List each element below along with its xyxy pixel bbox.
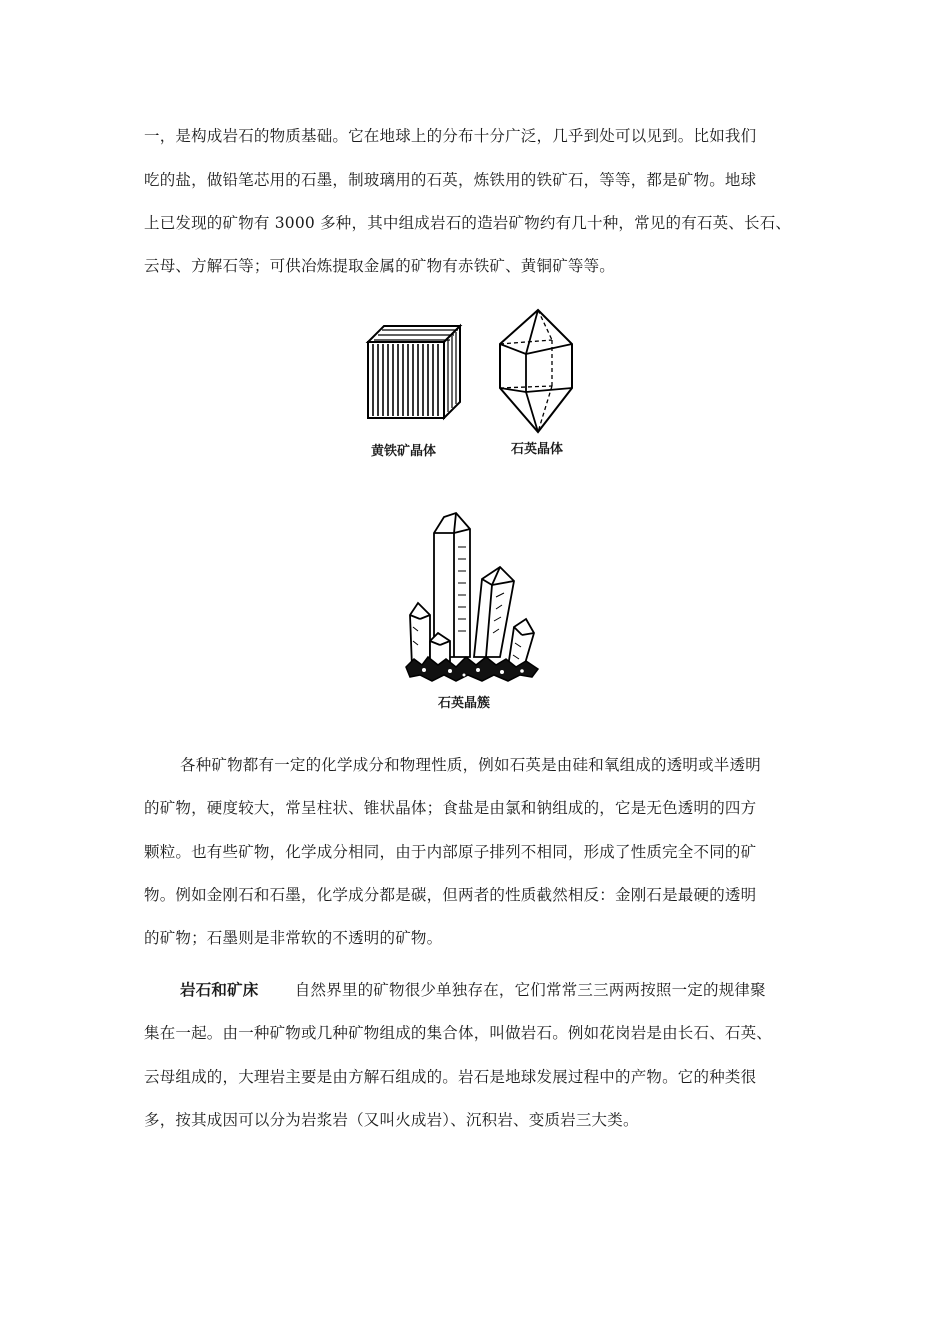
intro-line-4: 云母、方解石等；可供冶炼提取金属的矿物有赤铁矿、黄铜矿等等。 [144,257,616,275]
properties-line-3: 颗粒。也有些矿物，化学成分相同，由于内部原子排列不相同，形成了性质完全不同的矿 [144,843,757,861]
rocks-line-3: 云母组成的，大理岩主要是由方解石组成的。岩石是地球发展过程中的产物。它的种类很 [144,1068,757,1086]
section-heading: 岩石和矿床 [180,980,259,999]
quartz-crystal-caption: 石英晶体 [511,442,564,457]
pyrite-crystal-illustration [362,322,472,422]
rocks-line-2: 集在一起。由一种矿物或几种矿物组成的集合体，叫做岩石。例如花岗岩是由长石、石英、 [144,1024,773,1042]
intro-line-1: 一，是构成岩石的物质基础。它在地球上的分布十分广泛，几乎到处可以见到。比如我们 [144,127,757,145]
properties-line-5: 的矿物；石墨则是非常软的不透明的矿物。 [144,929,443,947]
quartz-crystal-illustration [496,306,586,436]
properties-line-1: 各种矿物都有一定的化学成分和物理性质，例如石英是由硅和氧组成的透明或半透明 [180,756,761,774]
quartz-cluster-caption: 石英晶簇 [438,696,491,711]
quartz-cluster-illustration [404,507,544,685]
properties-line-4: 物。例如金刚石和石墨，化学成分都是碳，但两者的性质截然相反：金刚石是最硬的透明 [144,886,757,904]
intro-line-3: 上已发现的矿物有 3000 多种，其中组成岩石的造岩矿物约有几十种，常见的有石英、长石、 [144,214,792,232]
rocks-line-4: 多，按其成因可以分为岩浆岩（又叫火成岩）、沉积岩、变质岩三大类。 [144,1111,639,1129]
pyrite-caption: 黄铁矿晶体 [371,444,437,459]
properties-line-2: 的矿物，硬度较大，常呈柱状、锥状晶体；食盐是由氯和钠组成的，它是无色透明的四方 [144,799,757,817]
rocks-line-1: 自然界里的矿物很少单独存在，它们常常三三两两按照一定的规律聚 [294,981,766,999]
intro-line-2: 吃的盐，做铅笔芯用的石墨，制玻璃用的石英，炼铁用的铁矿石，等等，都是矿物。地球 [144,171,757,189]
